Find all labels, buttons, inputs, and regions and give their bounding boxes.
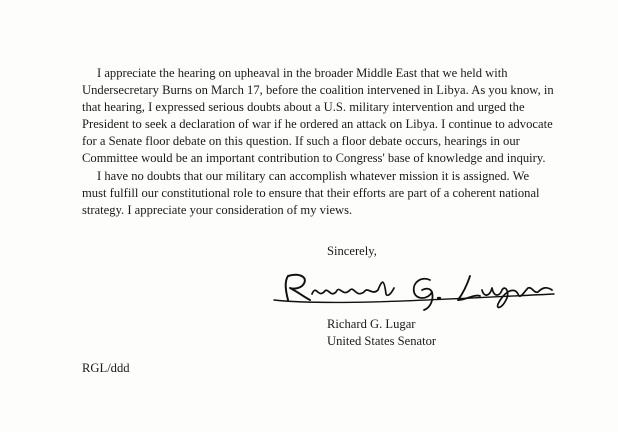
- signer-title: United States Senator: [327, 334, 437, 348]
- paragraph-line: President to seek a declaration of war if he ordered an attack on Libya. I continue to advocate: [82, 117, 553, 131]
- reference-initials: RGL/ddd: [82, 361, 130, 375]
- signer-block: [327, 316, 436, 350]
- handwritten-signature: [270, 270, 560, 312]
- paragraph-line: Undersecretary Burns on March 17, before the coalition intervened in Libya. As you know, in: [82, 83, 554, 97]
- paragraph-line: I appreciate the hearing on upheaval in the broader Middle East that we held with: [97, 66, 508, 80]
- letter-paragraph-2: [82, 168, 568, 219]
- paragraph-line: that hearing, I expressed serious doubts about a U.S. military intervention and urged the: [82, 100, 525, 114]
- closing-salutation: Sincerely,: [327, 244, 377, 258]
- paragraph-line: must fulfill our constitutional role to ensure that their efforts are part of a coherent national: [82, 186, 540, 200]
- paragraph-line: I have no doubts that our military can accomplish whatever mission it is assigned. We: [97, 169, 530, 183]
- paragraph-line: for a Senate floor debate on this question. If such a floor debate occurs, hearings in our: [82, 134, 520, 148]
- signer-name: Richard G. Lugar: [327, 317, 416, 331]
- letter-paragraph-1: [82, 65, 568, 167]
- paragraph-line: Committee would be an important contribution to Congress' base of knowledge and inquiry.: [82, 151, 546, 165]
- paragraph-line: strategy. I appreciate your consideration of my views.: [82, 203, 353, 217]
